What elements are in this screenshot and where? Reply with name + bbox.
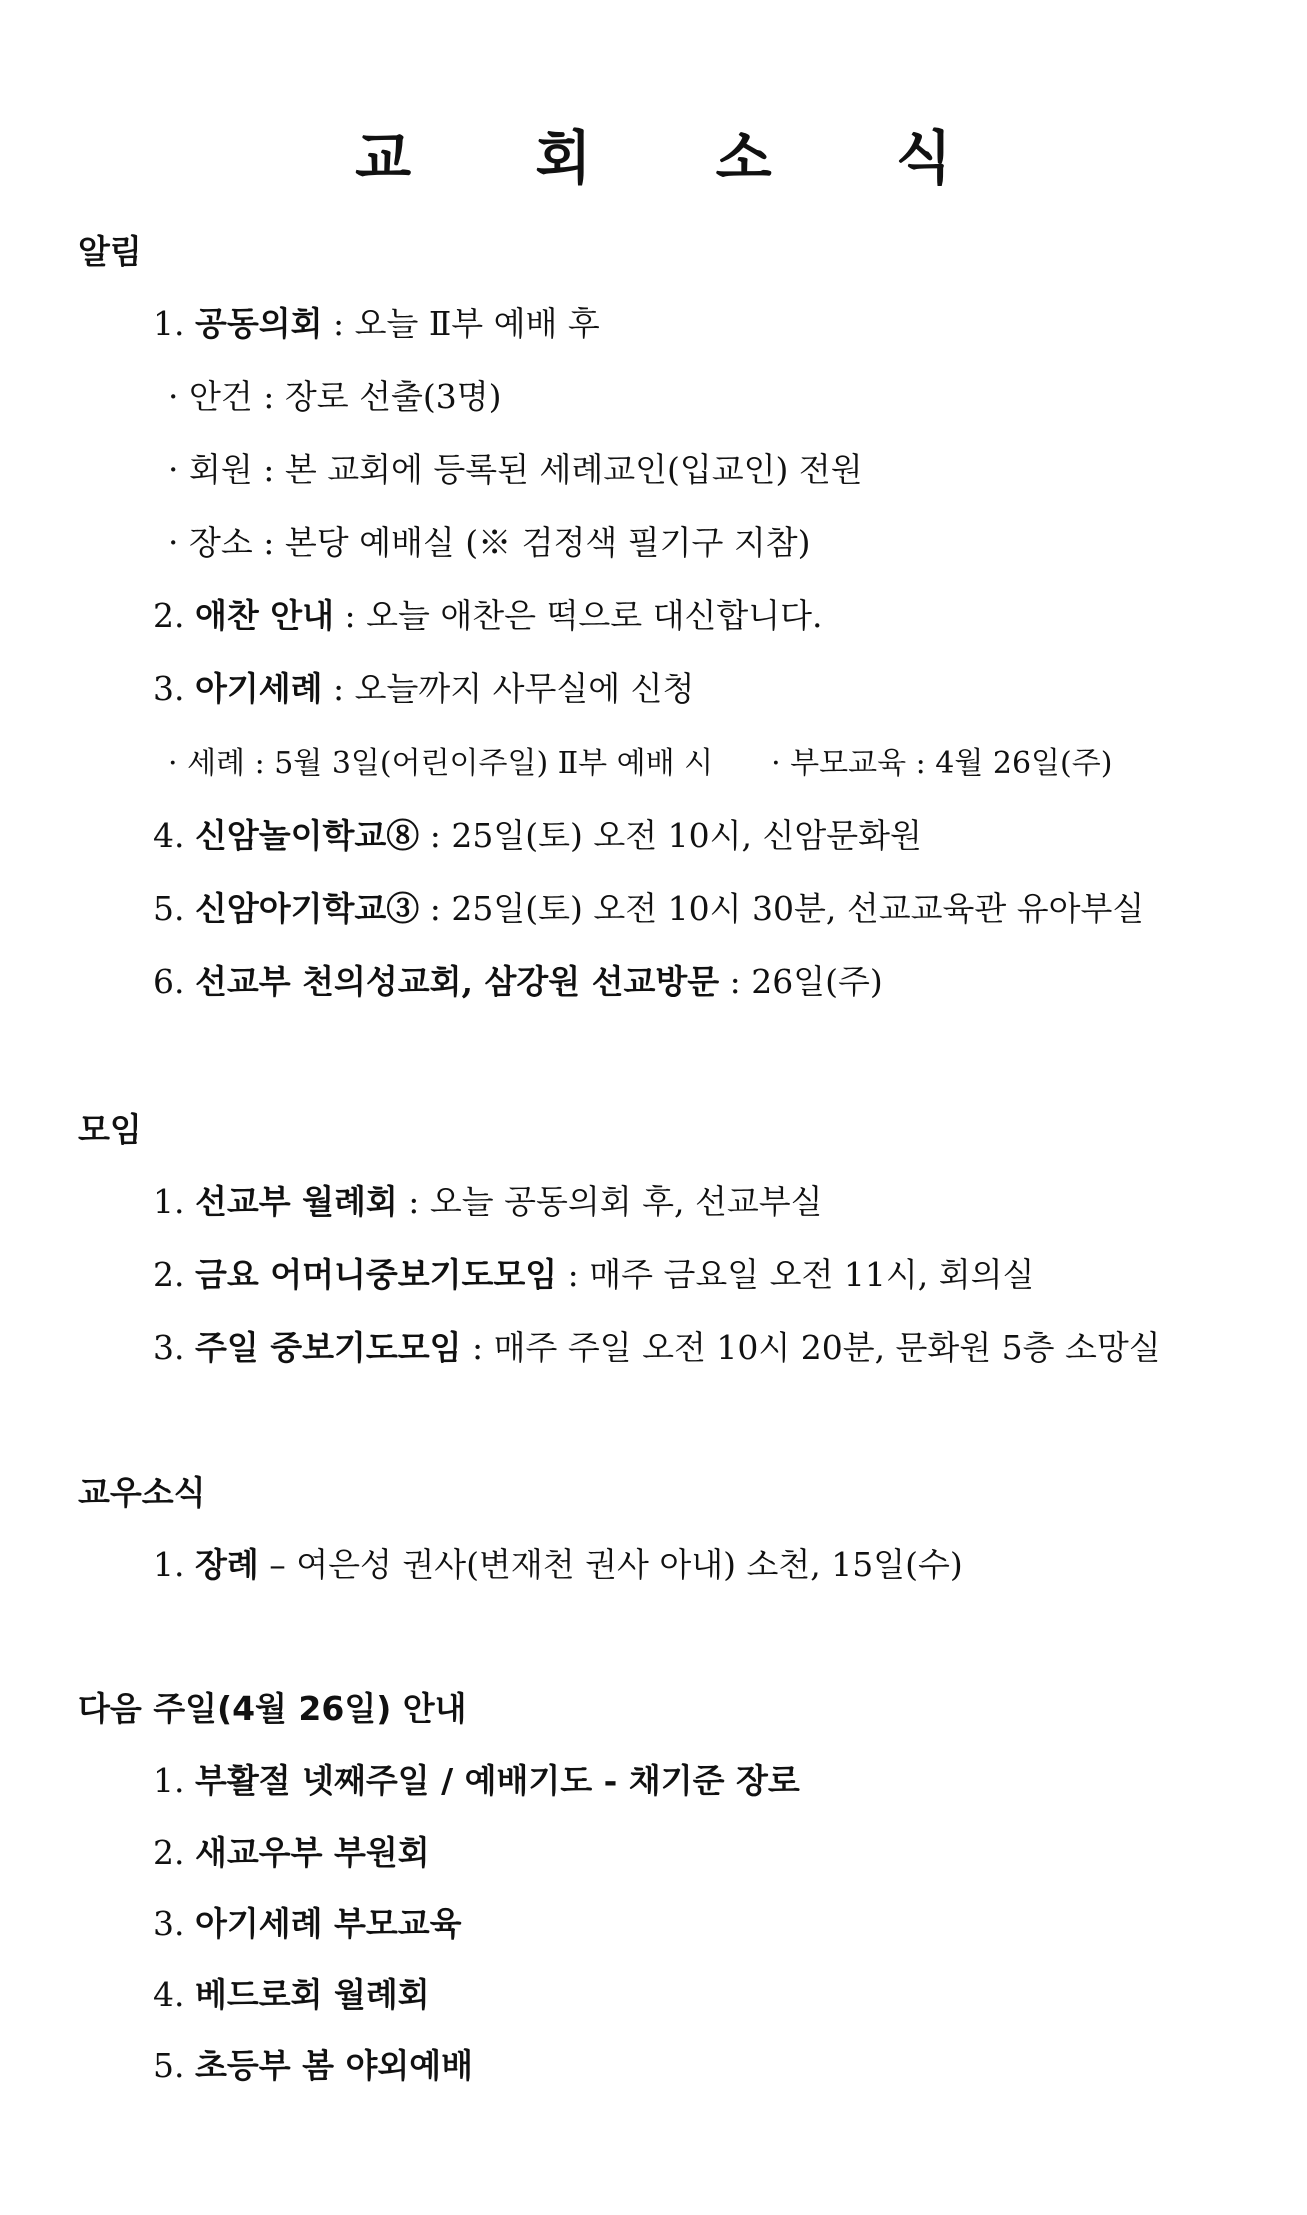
item-title: 베드로회 월례회 <box>195 1975 430 2014</box>
item-title: 선교부 천의성교회, 삼강원 선교방문 <box>195 962 720 1001</box>
member-item-1 <box>153 1541 963 1589</box>
page-title: 교 회 소 식 <box>355 124 1004 192</box>
item-detail: : 오늘 Ⅱ부 예배 후 <box>322 304 600 343</box>
notice-item-4 <box>153 812 922 860</box>
item-number: 5. <box>153 2046 185 2085</box>
item-detail: : 매주 금요일 오전 11시, 회의실 <box>557 1255 1035 1294</box>
section-heading-members: 교우소식 <box>78 1473 206 1512</box>
item-number: 1. <box>153 1761 185 1800</box>
item-title: 선교부 월례회 <box>195 1182 398 1221</box>
item-title: 애찬 안내 <box>195 596 335 635</box>
section-heading-next-week: 다음 주일(4월 26일) 안내 <box>78 1689 467 1728</box>
notice-sub-agenda: · 안건 : 장로 선출(3명) <box>168 377 502 416</box>
item-number: 2. <box>153 1255 185 1294</box>
item-number: 2. <box>153 1833 185 1872</box>
parent-education-date: · 부모교육 : 4월 26일(주) <box>771 746 1113 781</box>
item-title: 아기세례 <box>195 669 323 708</box>
meeting-item-1 <box>153 1178 822 1226</box>
item-title: 초등부 봄 야외예배 <box>195 2046 474 2085</box>
item-detail: : 매주 주일 오전 10시 20분, 문화원 5층 소망실 <box>461 1328 1161 1367</box>
item-number: 2. <box>153 596 185 635</box>
item-detail: - 채기준 장로 <box>592 1761 800 1800</box>
notice-sub-baptism <box>168 740 1112 788</box>
item-number: 4. <box>153 1975 185 2014</box>
item-detail: : 오늘 애찬은 떡으로 대신합니다. <box>334 596 823 635</box>
next-week-item-5 <box>153 2042 473 2090</box>
notice-item-6 <box>153 958 883 1006</box>
item-detail: : 오늘까지 사무실에 신청 <box>322 669 695 708</box>
notice-item-5 <box>153 885 1144 933</box>
item-title: 아기세례 부모교육 <box>195 1904 462 1943</box>
item-title: 장례 <box>195 1545 259 1584</box>
section-heading-notices: 알림 <box>78 232 142 271</box>
item-title: 주일 중보기도모임 <box>195 1328 462 1367</box>
item-number: 3. <box>153 1328 185 1367</box>
item-number: 1. <box>153 1545 185 1584</box>
item-detail: : 25일(토) 오전 10시 30분, 선교교육관 유아부실 <box>419 889 1145 928</box>
section-heading-meetings: 모임 <box>78 1110 142 1149</box>
notice-item-2 <box>153 592 823 640</box>
item-number: 4. <box>153 816 185 855</box>
next-week-item-1 <box>153 1757 800 1805</box>
item-number: 3. <box>153 1904 185 1943</box>
next-week-item-2 <box>153 1829 430 1877</box>
notice-item-1 <box>153 300 600 348</box>
item-detail: : 26일(주) <box>719 962 883 1001</box>
item-number: 1. <box>153 1182 185 1221</box>
item-title: 금요 어머니중보기도모임 <box>195 1255 558 1294</box>
next-week-item-3 <box>153 1900 462 1948</box>
item-detail: – 여은성 권사(변재천 권사 아내) 소천, 15일(수) <box>258 1545 963 1584</box>
item-title: 신암아기학교③ <box>195 889 420 928</box>
notice-sub-place: · 장소 : 본당 예배실 (※ 검정색 필기구 지참) <box>168 523 811 562</box>
next-week-item-4 <box>153 1971 430 2019</box>
baptism-date: · 세례 : 5월 3일(어린이주일) Ⅱ부 예배 시 <box>168 746 714 781</box>
item-title: 공동의회 <box>195 304 323 343</box>
meeting-item-2 <box>153 1251 1034 1299</box>
item-number: 5. <box>153 889 185 928</box>
item-number: 6. <box>153 962 185 1001</box>
item-title: 신암놀이학교⑧ <box>195 816 420 855</box>
item-detail: : 25일(토) 오전 10시, 신암문화원 <box>419 816 922 855</box>
item-title: 부활절 넷째주일 / 예배기도 <box>195 1761 593 1800</box>
meeting-item-3 <box>153 1324 1161 1372</box>
notice-item-3 <box>153 665 694 713</box>
notice-sub-members: · 회원 : 본 교회에 등록된 세례교인(입교인) 전원 <box>168 450 863 489</box>
item-detail: : 오늘 공동의회 후, 선교부실 <box>397 1182 823 1221</box>
item-title: 새교우부 부원회 <box>195 1833 430 1872</box>
item-number: 1. <box>153 304 185 343</box>
item-number: 3. <box>153 669 185 708</box>
